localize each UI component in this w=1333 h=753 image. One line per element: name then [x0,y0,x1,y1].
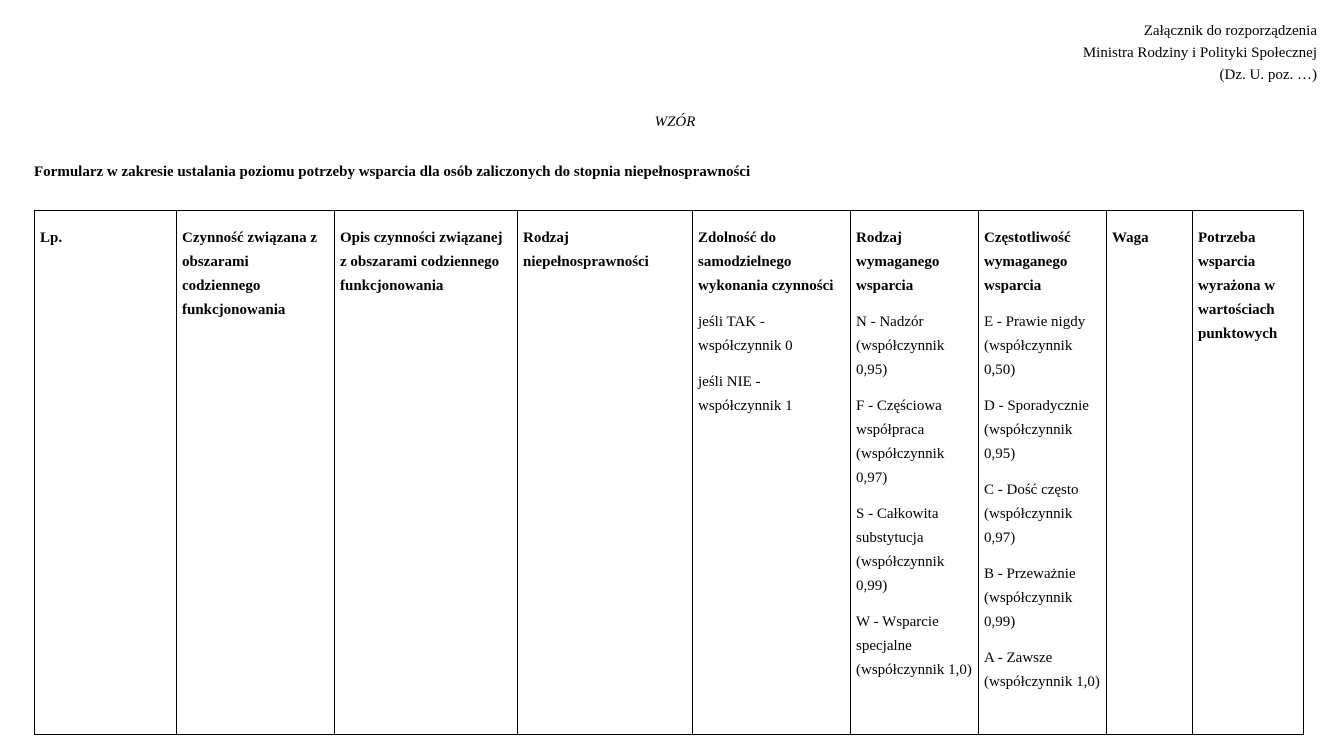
col-weight-label: Waga [1112,230,1149,246]
frequency-option [984,394,1101,466]
col-ability-label: Zdolność do samodzielnego wykonania czynności [698,230,834,294]
frequency-option-label: A - Zawsze [984,650,1053,666]
frequency-option [984,310,1101,382]
support-option-label: N - Nadzór [856,314,924,330]
col-support-type [851,211,979,735]
frequency-option-label: B - Przeważnie [984,566,1076,582]
frequency-option [984,478,1101,550]
col-activity [177,211,335,735]
ability-no-text: jeśli NIE - współczynnik 1 [698,374,793,414]
col-need-label: Potrzeba wsparcia wyrażona w wartościach punktowych [1198,230,1278,342]
support-option [856,394,973,490]
attachment-header [1083,20,1317,86]
col-disability-type [518,211,693,735]
frequency-option-coef: (współczynnik 0,50) [984,338,1073,378]
table-header-row [35,211,1304,735]
frequency-option-label: E - Prawie nigdy [984,314,1086,330]
col-need [1193,211,1304,735]
support-option [856,610,973,682]
frequency-option-coef: (współczynnik 0,97) [984,506,1073,546]
support-option-coef: (współczynnik 0,99) [856,554,945,594]
attachment-line-3: (Dz. U. poz. …) [1219,67,1317,83]
col-description [335,211,518,735]
frequency-option [984,646,1101,694]
frequency-option-coef: (współczynnik 0,99) [984,590,1073,630]
frequency-option-coef: (współczynnik 0,95) [984,422,1073,462]
support-option-coef: (współczynnik 0,95) [856,338,945,378]
form-title: Formularz w zakresie ustalania poziomu potrzeby wsparcia dla osób zaliczonych do stopnia niepełnosprawności [34,164,751,180]
col-frequency [979,211,1107,735]
support-form-table [34,210,1304,735]
template-label: WZÓR [654,114,696,130]
col-ability [693,211,851,735]
ability-yes-text: jeśli TAK - współczynnik 0 [698,314,793,354]
support-option-coef: (współczynnik 1,0) [856,662,972,678]
col-lp-label: Lp. [40,230,63,246]
support-option [856,310,973,382]
col-support-type-label: Rodzaj wymaganego wsparcia [856,230,940,294]
col-lp [35,211,177,735]
col-frequency-label: Częstotliwość wymaganego wsparcia [984,230,1071,294]
support-option [856,502,973,598]
support-option-label: F - Częściowa współpraca [856,398,942,438]
col-description-label: Opis czynności związanej z obszarami codziennego funkcjonowania [340,230,503,294]
frequency-option-label: D - Sporadycznie [984,398,1089,414]
col-disability-type-label: Rodzaj niepełnosprawności [523,230,649,270]
col-activity-label: Czynność związana z obszarami codziennego funkcjonowania [182,230,317,318]
support-option-label: S - Całkowita substytucja [856,506,939,546]
frequency-option-label: C - Dość często [984,482,1079,498]
frequency-option [984,562,1101,634]
support-option-label: W - Wsparcie specjalne [856,614,939,654]
col-weight [1107,211,1193,735]
attachment-line-2: Ministra Rodziny i Polityki Społecznej [1082,45,1317,61]
support-option-coef: (współczynnik 0,97) [856,446,945,486]
attachment-line-1: Załącznik do rozporządzenia [1143,23,1317,39]
frequency-option-coef: (współczynnik 1,0) [984,674,1100,690]
